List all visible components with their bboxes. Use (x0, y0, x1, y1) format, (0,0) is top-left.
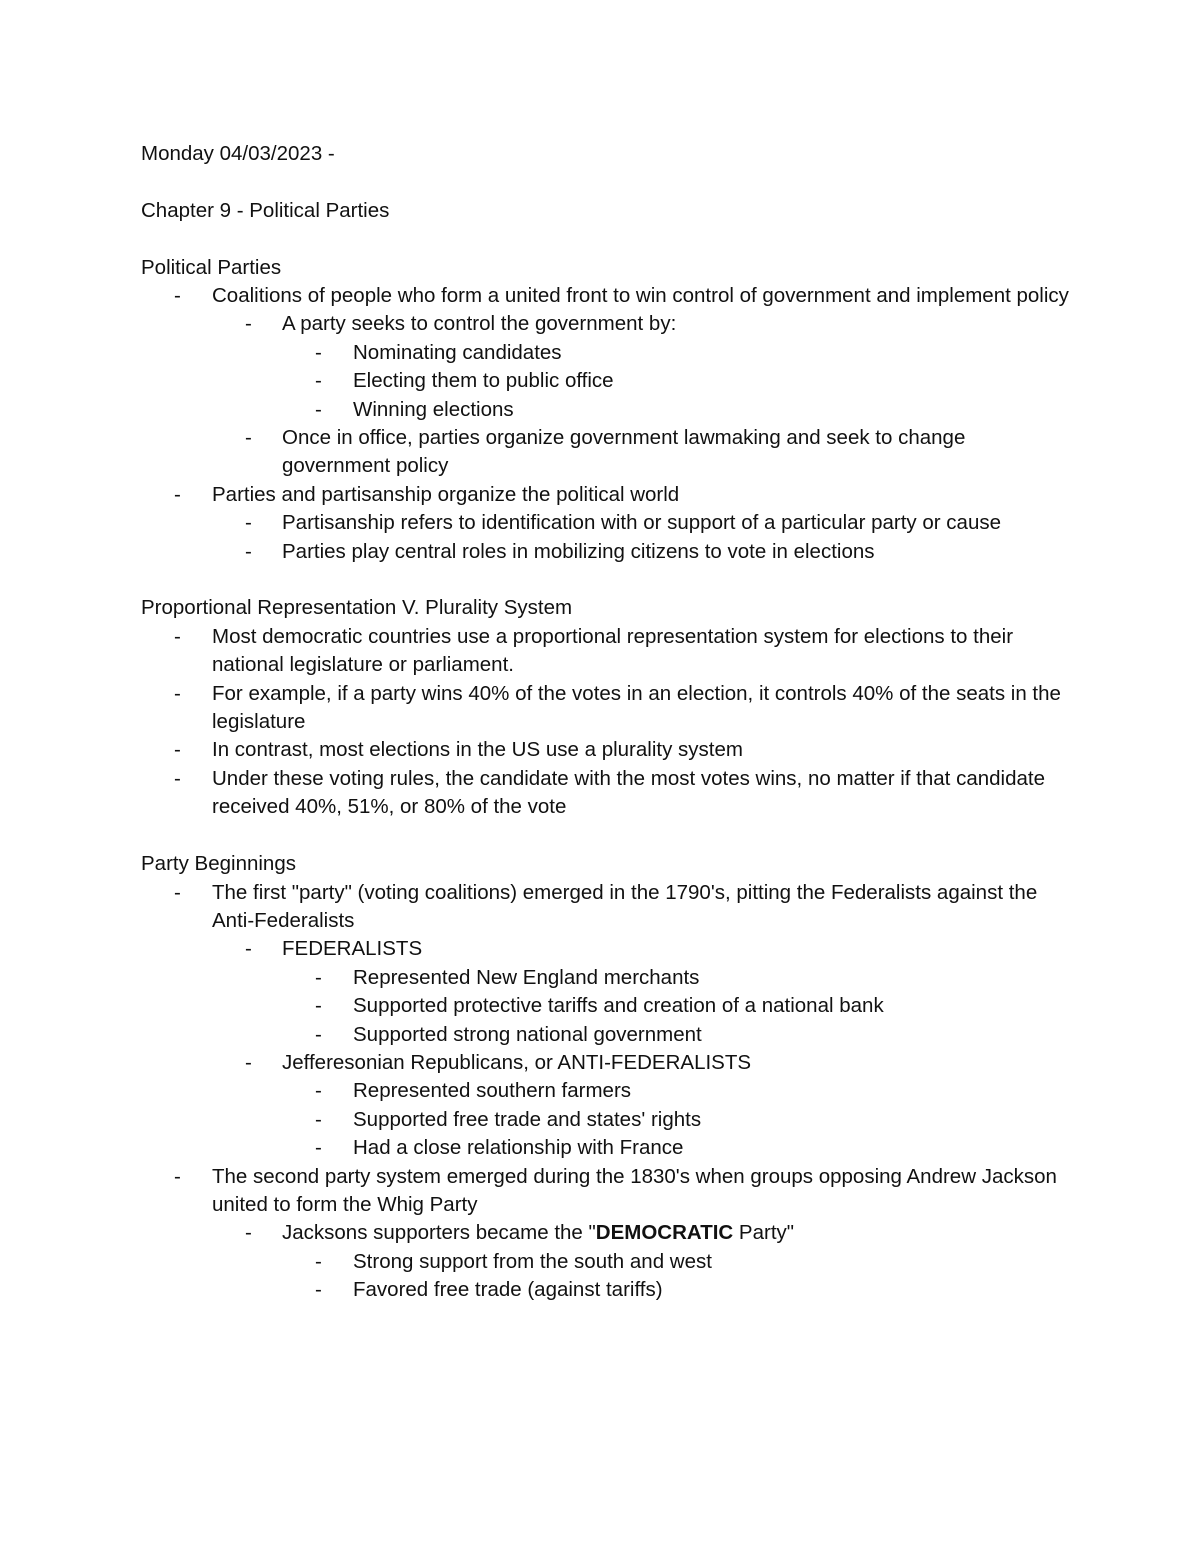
list-item (141, 310, 1071, 338)
list-item-text: Nominating candidates (353, 340, 562, 364)
bullet-dash: - (174, 284, 181, 307)
list-item (141, 509, 1071, 537)
bullet-dash: - (315, 1249, 322, 1273)
list-item-text: Favored free trade (against tariffs) (353, 1278, 663, 1302)
list-item-text: Represented southern farmers (353, 1079, 632, 1103)
list-item-text: The second party system emerged during the 1830's when groups opposing Andrew Jackson united to form the Whig Party (212, 1164, 1057, 1216)
bullet-dash: - (245, 511, 252, 535)
date-line: Monday 04/03/2023 - (141, 142, 335, 165)
list-item-text: The first "party" (voting coalitions) emerged in the 1790's, pitting the Federalists against the Anti-Federalists (212, 880, 1038, 932)
jackson-prefix: Jacksons supporters became the " (282, 1221, 596, 1245)
list-item (141, 765, 1071, 822)
bullet-dash: - (315, 369, 322, 393)
bullet-dash: - (245, 937, 252, 961)
list-item-text: Electing them to public office (353, 369, 614, 393)
list-item (141, 1163, 1071, 1220)
list-item-text: Most democratic countries use a proportional representation system for elections to their national legislature or parliament. (212, 624, 1014, 677)
list-item (141, 680, 1071, 737)
section-heading-political-parties: Political Parties (141, 255, 282, 279)
list-item-text: For example, if a party wins 40% of the votes in an election, it controls 40% of the seats in the legislature (212, 681, 1061, 734)
list-item-text: Had a close relationship with France (353, 1136, 684, 1160)
bullet-dash: - (174, 880, 181, 904)
bullet-dash: - (315, 1022, 322, 1046)
list-item (141, 282, 1071, 310)
list-item (141, 1077, 1071, 1105)
bullet-dash: - (174, 624, 181, 648)
bullet-dash: - (174, 681, 181, 705)
list-item-text: FEDERALISTS (282, 937, 423, 961)
list-item (141, 424, 1071, 481)
bullet-dash: - (315, 1136, 322, 1160)
list-item-text (282, 1219, 1071, 1247)
bullet-dash: - (245, 312, 252, 336)
bullet-dash: - (315, 965, 322, 989)
democratic-bold: DEMOCRATIC (595, 1221, 734, 1245)
list-item-text: Winning elections (353, 397, 514, 421)
list-item (141, 339, 1071, 367)
bullet-dash: - (245, 1050, 252, 1074)
bullet-dash: - (315, 397, 322, 421)
list-item (141, 396, 1071, 424)
bullet-dash: - (174, 738, 181, 762)
bullet-dash: - (315, 994, 322, 1018)
bullet-dash: - (174, 766, 181, 790)
jackson-suffix: Party" (733, 1221, 795, 1245)
section-heading-representation: Proportional Representation V. Plurality System (141, 596, 573, 620)
list-item-text: Supported free trade and states' rights (353, 1107, 702, 1131)
list-item (141, 964, 1071, 992)
list-item (141, 1106, 1071, 1134)
list-item-text: Parties and partisanship organize the political world (212, 482, 680, 506)
list-item (141, 935, 1071, 963)
bullet-dash: - (315, 1107, 322, 1131)
list-item (141, 538, 1071, 566)
list-item-text: Partisanship refers to identification with or support of a particular party or cause (282, 511, 1001, 535)
list-item (141, 736, 1071, 764)
bullet-dash: - (245, 1221, 252, 1245)
list-item (141, 367, 1071, 395)
list-item (141, 1021, 1071, 1049)
list-item-text: Jefferesonian Republicans, or ANTI-FEDERALISTS (282, 1050, 752, 1074)
list-item (141, 1134, 1071, 1162)
document-body (141, 140, 1071, 1305)
bullet-dash: - (245, 539, 252, 563)
list-item-text: Once in office, parties organize government lawmaking and seek to change government policy (282, 426, 966, 478)
list-item (141, 481, 1071, 509)
list-item-text: Parties play central roles in mobilizing citizens to vote in elections (282, 539, 875, 563)
list-item (141, 879, 1071, 936)
bullet-dash: - (315, 1079, 322, 1103)
list-item-text: Under these voting rules, the candidate with the most votes wins, no matter if that candidate received 40%, 51%, or 80% of the vote (212, 766, 1045, 819)
list-item-text: Supported protective tariffs and creation of a national bank (353, 994, 884, 1018)
list-item-text: Strong support from the south and west (353, 1249, 712, 1273)
list-item-text: Represented New England merchants (353, 965, 700, 989)
bullet-dash: - (315, 340, 322, 364)
bullet-dash: - (174, 1164, 181, 1188)
chapter-title: Chapter 9 - Political Parties (141, 198, 390, 222)
list-item (141, 1248, 1071, 1276)
list-item (141, 1219, 1071, 1247)
list-item (141, 623, 1071, 680)
list-item (141, 1049, 1071, 1077)
bullet-dash: - (245, 426, 252, 450)
list-item (141, 992, 1071, 1020)
list-item (141, 1276, 1071, 1304)
list-item-text: Coalitions of people who form a united front to win control of government and implement policy (212, 284, 1069, 307)
bullet-dash: - (315, 1278, 322, 1302)
list-item-text: In contrast, most elections in the US use a plurality system (212, 738, 743, 762)
list-item-text: A party seeks to control the government by: (282, 312, 677, 336)
list-item-text: Supported strong national government (353, 1022, 702, 1046)
section-heading-party-beginnings: Party Beginnings (141, 852, 296, 876)
bullet-dash: - (174, 482, 181, 506)
